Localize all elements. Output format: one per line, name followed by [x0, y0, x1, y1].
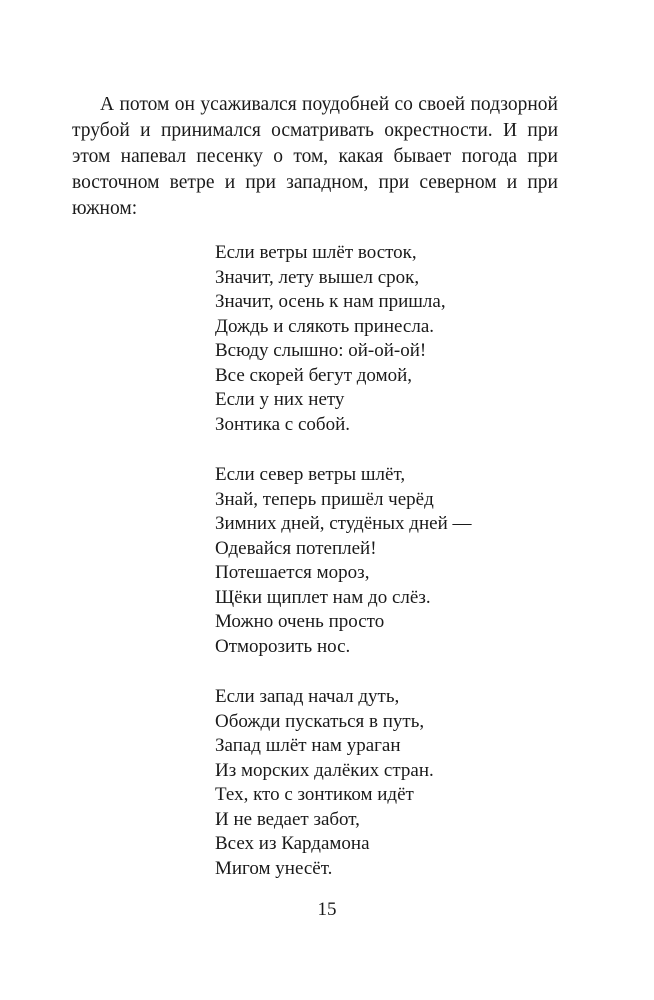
verse-line: Знай, теперь пришёл черёд [215, 488, 434, 510]
stanza-3 [215, 685, 472, 881]
verse-line: Мигом унесёт. [215, 857, 333, 879]
verse-line: И не ведает забот, [215, 808, 360, 830]
verse-line: Значит, лету вышел срок, [215, 266, 420, 288]
verse-line: Все скорей бегут домой, [215, 364, 413, 386]
verse-line: Всюду слышно: ой-ой-ой! [215, 340, 427, 361]
stanza-1 [215, 241, 472, 437]
verse-line: Из морских далёких стран. [215, 759, 434, 781]
poem [215, 241, 472, 881]
verse-line: Можно очень просто [215, 611, 385, 632]
verse-line: Если у них нету [215, 389, 345, 410]
verse-line: Всех из Кардамона [215, 833, 370, 854]
verse-line: Зимних дней, студёных дней — [215, 513, 472, 534]
verse-line: Отморозить нос. [215, 635, 351, 657]
verse-line: Зонтика с собой. [215, 413, 350, 435]
page-number: 15 [317, 899, 337, 920]
verse-line: Щёки щиплет нам до слёз. [215, 586, 431, 608]
verse-line: Значит, осень к нам пришла, [215, 291, 446, 312]
verse-line: Если ветры шлёт восток, [215, 242, 417, 263]
verse-line: Если запад начал дуть, [215, 686, 400, 707]
verse-line: Потешается мороз, [215, 562, 370, 583]
verse-line: Запад шлёт нам ураган [215, 735, 401, 756]
verse-line: Обожди пускаться в путь, [215, 710, 425, 732]
stanza-2 [215, 463, 472, 659]
prose-paragraph: А потом он усаживался поудобней со своей подзорной трубой и принимался осматривать окрестности. И при этом напевал песенку о том, какая бывает погода при восточном ветре и при западном, при северном и при южном: [72, 94, 558, 219]
verse-line: Дождь и слякоть принесла. [215, 315, 435, 337]
verse-line: Тех, кто с зонтиком идёт [215, 784, 414, 805]
verse-line: Если север ветры шлёт, [215, 464, 406, 485]
verse-line: Одевайся потеплей! [215, 537, 377, 559]
